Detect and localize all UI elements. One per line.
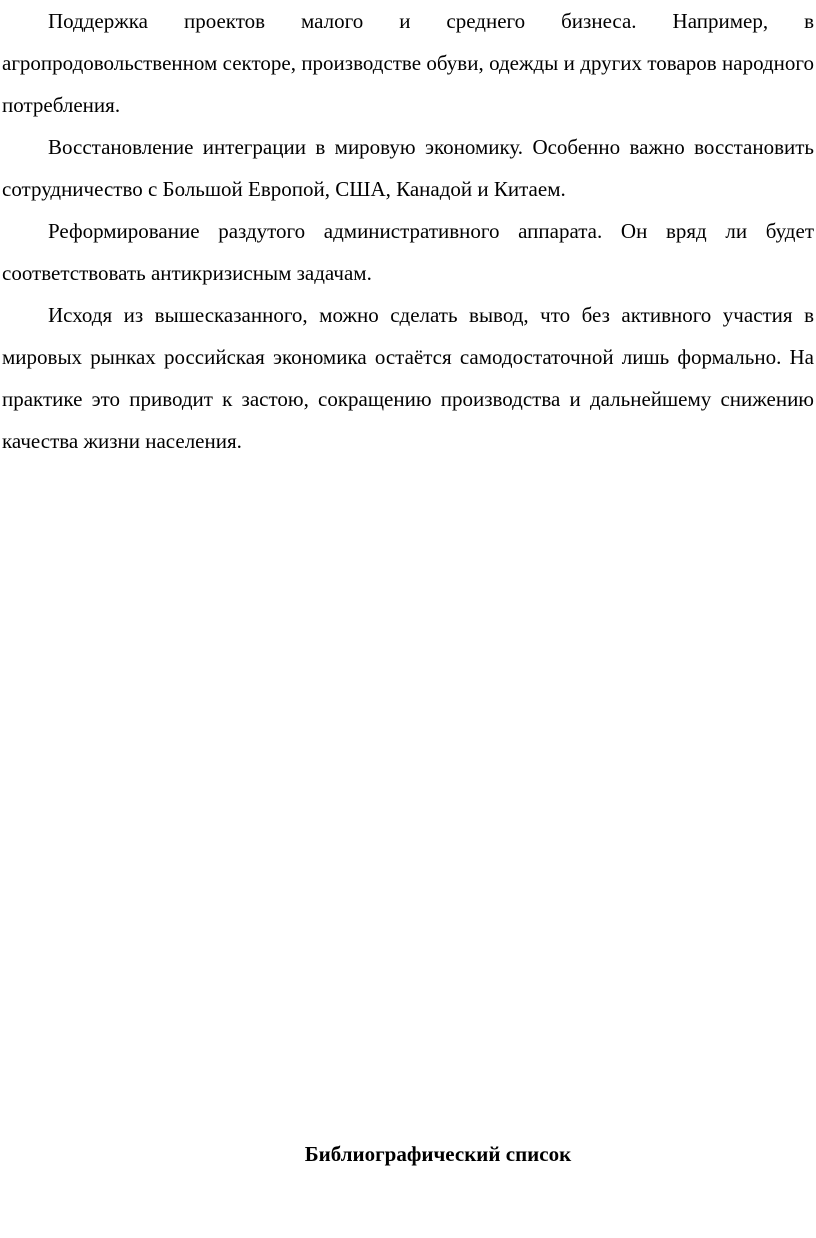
paragraph-administrative-reform: Реформирование раздутого административного аппарата. Он вряд ли будет соответствовать антикризисным задачам. <box>2 219 814 285</box>
bibliography-heading: Библиографический список <box>304 1142 572 1166</box>
paragraph-small-business-support: Поддержка проектов малого и среднего бизнеса. Например, в агропродовольственном секторе, производстве обуви, одежды и других товаров народного потребления. <box>2 9 814 117</box>
document-body <box>2 0 814 462</box>
paragraph-conclusion: Исходя из вышесказанного, можно сделать вывод, что без активного участия в мировых рынках российская экономика остаётся самодостаточной лишь формально. На практике это приводит к застою, сокращению производства и дальнейшему снижению качества жизни населения. <box>2 303 814 453</box>
paragraph-world-economy-integration: Восстановление интеграции в мировую экономику. Особенно важно восстановить сотрудничество с Большой Европой, США, Канадой и Китаем. <box>2 135 814 201</box>
